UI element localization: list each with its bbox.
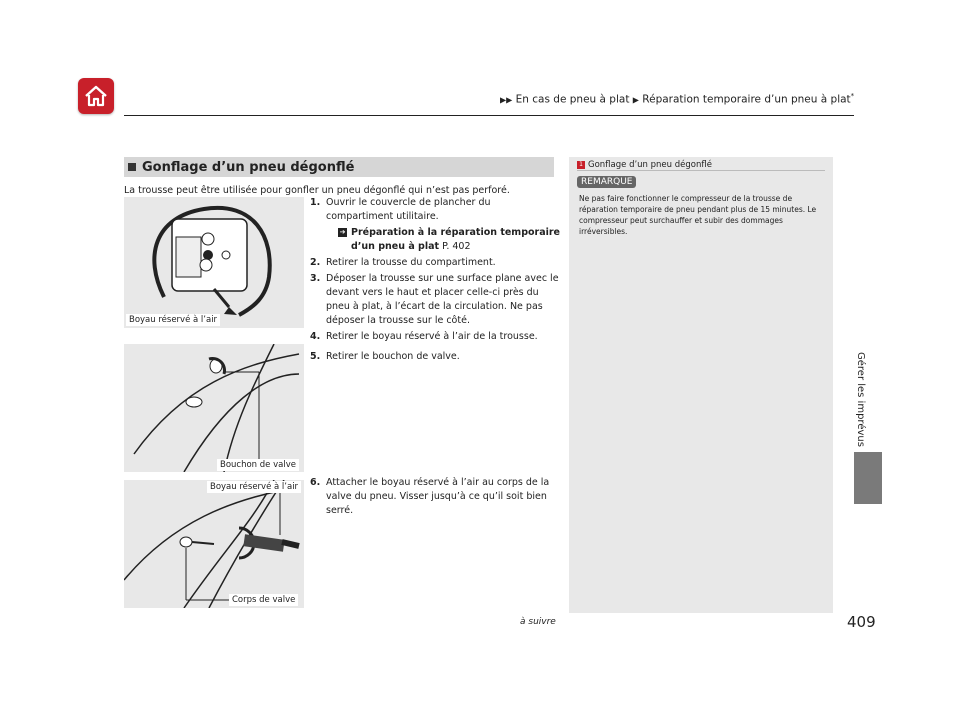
page-number: 409 — [847, 613, 876, 631]
valve-stem-illustration — [124, 480, 304, 608]
step-3 — [310, 272, 560, 328]
asterisk: * — [850, 92, 855, 100]
step-number: 4. — [310, 331, 321, 342]
step-text: Ouvrir le couvercle de plancher du compartiment utilitaire. — [326, 197, 491, 222]
cross-reference[interactable] — [338, 226, 560, 254]
steps-list — [310, 196, 560, 366]
note-marker-icon: 1 — [577, 161, 585, 169]
step-text: Retirer le boyau réservé à l’air de la trousse. — [326, 331, 538, 342]
figure-label-air-hose-2: Boyau réservé à l’air — [207, 481, 301, 493]
step-number: 2. — [310, 257, 321, 268]
panel-divider — [577, 170, 825, 171]
side-tab-text: Gérer les imprévus — [855, 352, 866, 447]
home-button[interactable] — [78, 78, 114, 114]
panel-title-text: Gonflage d’un pneu dégonflé — [588, 160, 712, 170]
steps-list-continued — [310, 476, 560, 520]
figure-repair-kit — [124, 197, 304, 328]
section-title: Gonflage d’un pneu dégonflé — [142, 159, 355, 175]
step-2 — [310, 256, 560, 270]
step-text: Attacher le boyau réservé à l’air au corps de la valve du pneu. Visser jusqu’à ce qu’il soit bien serré. — [326, 477, 550, 516]
step-number: 3. — [310, 273, 321, 284]
figure-label-valve-stem: Corps de valve — [229, 594, 298, 606]
header-rule — [124, 115, 854, 116]
step-number: 5. — [310, 351, 321, 362]
figure-label-valve-cap: Bouchon de valve — [217, 459, 299, 471]
reference-page: P. 402 — [442, 241, 471, 252]
reference-link[interactable]: Préparation à la réparation temporaire d’un pneu à plat — [351, 227, 561, 252]
side-tab-marker[interactable] — [854, 452, 882, 504]
breadcrumb-link-flat-tire[interactable]: En cas de pneu à plat — [515, 93, 630, 106]
section-heading — [124, 157, 554, 177]
remark-text: Ne pas faire fonctionner le compresseur de la trousse de réparation temporaire de pneu pendant plus de 15 minutes. Le compresseur peut surchauffer et subir des dommages irréversibles. — [579, 194, 817, 236]
figure-label-air-hose: Boyau réservé à l’air — [126, 314, 220, 326]
step-number: 1. — [310, 197, 321, 208]
step-5 — [310, 350, 560, 364]
breadcrumb-arrow-icon: ▶▶ — [500, 95, 513, 105]
step-4 — [310, 330, 560, 344]
home-icon — [83, 83, 109, 109]
side-tab-label — [852, 352, 866, 462]
valve-cap-illustration — [124, 344, 304, 472]
step-text: Déposer la trousse sur une surface plane avec le devant vers le haut et placer celle-ci près du pneu à plat, à l’écart de la circulation. Ne pas déposer la trousse sur le côté. — [326, 273, 559, 326]
step-text: Retirer le bouchon de valve. — [326, 351, 460, 362]
remark-badge: REMARQUE — [577, 176, 636, 188]
figure-valve-cap — [124, 344, 304, 472]
square-bullet-icon — [128, 163, 136, 171]
repair-kit-illustration — [124, 197, 304, 328]
step-1 — [310, 196, 560, 224]
panel-title — [577, 160, 712, 170]
step-6 — [310, 476, 560, 518]
breadcrumb-link-temp-repair[interactable]: Réparation temporaire d’un pneu à plat — [642, 93, 851, 106]
intro-text: La trousse peut être utilisée pour gonfler un pneu dégonflé qui n’est pas perforé. — [124, 185, 510, 196]
figure-valve-stem — [124, 480, 304, 608]
step-number: 6. — [310, 477, 321, 488]
step-text: Retirer la trousse du compartiment. — [326, 257, 496, 268]
breadcrumb-arrow-icon: ▶ — [632, 95, 639, 105]
continued-label: à suivre — [520, 617, 556, 627]
reference-arrow-icon: ➔ — [339, 228, 346, 236]
breadcrumb — [500, 92, 854, 106]
